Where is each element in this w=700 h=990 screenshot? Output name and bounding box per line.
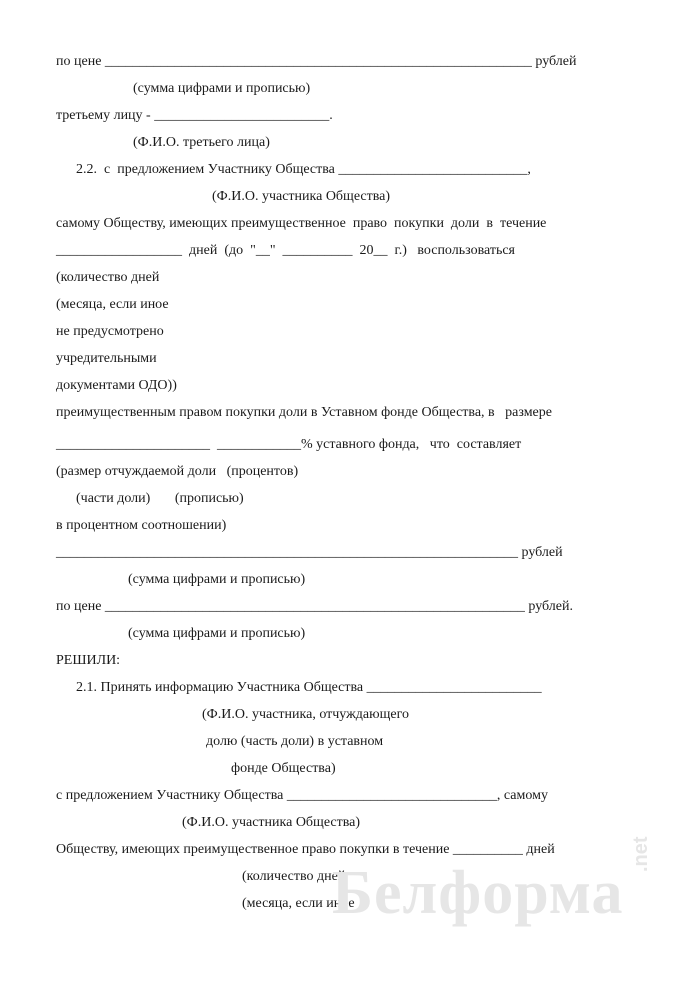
- company-right-line-2: Обществу, имеющих преимущественное право покупки в течение __________ дней: [56, 842, 555, 857]
- hint-days-7: (месяца, если иное: [242, 896, 355, 911]
- hint-third-party-name: (Ф.И.О. третьего лица): [133, 135, 270, 150]
- hint-days-4: учредительными: [56, 351, 157, 366]
- hint-days-2: (месяца, если иное: [56, 297, 169, 312]
- hint-member-name-1: (Ф.И.О. участника Общества): [212, 189, 391, 204]
- hint-days-5: документами ОДО)): [56, 378, 177, 393]
- hint-member-name-2: (Ф.И.О. участника Общества): [182, 815, 361, 830]
- offer-member-line: с предложением Участнику Общества ______________________________, самому: [56, 788, 548, 803]
- pre-emptive-right-line: преимущественным правом покупки доли в Уставном фонде Общества, в размере: [56, 405, 552, 420]
- share-size-line: ______________________ ____________% уставного фонда, что составляет: [56, 437, 522, 452]
- hint-days-3: не предусмотрено: [56, 324, 164, 339]
- days-date-line: __________________ дней (до "__" __________ 20__ г.) воспользоваться: [56, 243, 515, 258]
- clause-2-2-line: 2.2. с предложением Участнику Общества ___________________________,: [76, 162, 531, 177]
- hint-sum-3: (сумма цифрами и прописью): [128, 626, 306, 641]
- hint-share-size-1: (размер отчуждаемой доли (процентов): [56, 464, 299, 479]
- resolved-heading: РЕШИЛИ:: [56, 653, 121, 668]
- amount-line: __________________________________________________________________ рублей: [56, 545, 563, 560]
- hint-share-size-2: (части доли) (прописью): [76, 491, 244, 506]
- hint-member-alienating-2: долю (часть доли) в уставном: [206, 734, 384, 749]
- hint-member-alienating-3: фонде Общества): [231, 761, 336, 776]
- clause-2-1-line: 2.1. Принять информацию Участника Общества _________________________: [76, 680, 542, 695]
- watermark-tld: .net: [630, 836, 652, 872]
- company-right-line-1: самому Обществу, имеющих преимущественное право покупки доли в течение: [56, 216, 547, 231]
- hint-days-1: (количество дней: [56, 270, 160, 285]
- hint-sum-2: (сумма цифрами и прописью): [128, 572, 306, 587]
- hint-days-6: (количество дней: [242, 869, 346, 884]
- hint-member-alienating-1: (Ф.И.О. участника, отчуждающего: [202, 707, 409, 722]
- third-party-line: третьему лицу - _________________________.: [56, 108, 333, 123]
- watermark-logo: Белформа: [332, 859, 624, 927]
- price-line-1: по цене _____________________________________________________________ рублей: [56, 54, 577, 69]
- hint-share-size-3: в процентном соотношении): [56, 518, 227, 533]
- price-line-2: по цене ____________________________________________________________ рублей.: [56, 599, 574, 614]
- hint-sum-1: (сумма цифрами и прописью): [133, 81, 311, 96]
